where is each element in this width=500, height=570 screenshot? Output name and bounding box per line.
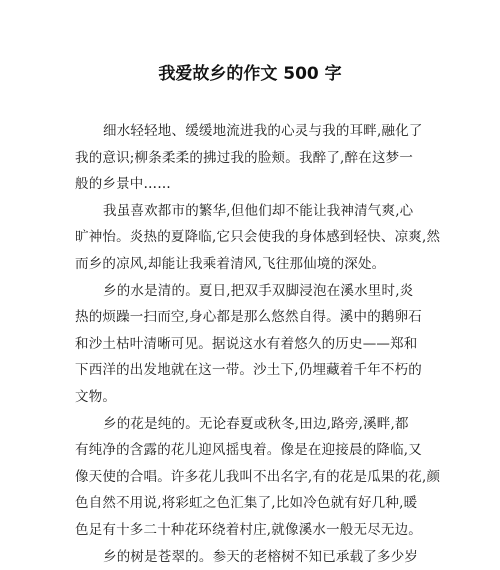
paragraph-line: 和沙土枯叶清晰可见。据说这水有着悠久的历史——郑和 <box>75 331 435 358</box>
paragraph-line: 旷神怡。炎热的夏降临,它只会使我的身体感到轻快、凉爽,然 <box>75 224 435 251</box>
paragraph-line: 我的意识;柳条柔柔的拂过我的脸颊。我醉了,醉在这梦一 <box>75 145 435 172</box>
paragraph-line: 而乡的凉风,却能让我乘着清风,飞往那仙境的深处。 <box>75 251 435 278</box>
paragraph-line: 般的乡景中…… <box>75 171 435 198</box>
paragraph-line: 文物。 <box>75 384 435 411</box>
paragraph-line: 乡的树是苍翠的。参天的老榕树不知已承载了多少岁 <box>75 544 435 570</box>
paragraph-line: 像天使的合唱。许多花儿我叫不出名字,有的花是瓜果的花,颜 <box>75 464 435 491</box>
paragraph-line: 乡的花是纯的。无论春夏或秋冬,田边,路旁,溪畔,都 <box>75 411 435 438</box>
paragraph-line: 有纯净的含露的花儿迎风摇曳着。像是在迎接晨的降临,又 <box>75 437 435 464</box>
paragraph-line: 热的烦躁一扫而空,身心都是那么悠然自得。溪中的鹅卵石 <box>75 304 435 331</box>
paragraph-line: 我虽喜欢都市的繁华,但他们却不能让我神清气爽,心 <box>75 198 435 225</box>
paragraph-line: 色足有十多二十种花环绕着村庄,就像溪水一般无尽无边。 <box>75 517 435 544</box>
document-body <box>75 118 435 570</box>
paragraph-line: 下西洋的出发地就在这一带。沙土下,仍埋藏着千年不朽的 <box>75 357 435 384</box>
paragraph-line: 色自然不用说,将彩虹之色汇集了,比如冷色就有好几种,暖 <box>75 490 435 517</box>
paragraph-line: 乡的水是清的。夏日,把双手双脚浸泡在溪水里时,炎 <box>75 278 435 305</box>
paragraph-line: 细水轻轻地、缓缓地流进我的心灵与我的耳畔,融化了 <box>75 118 435 145</box>
document-title: 我爱故乡的作文 500 字 <box>0 62 500 86</box>
